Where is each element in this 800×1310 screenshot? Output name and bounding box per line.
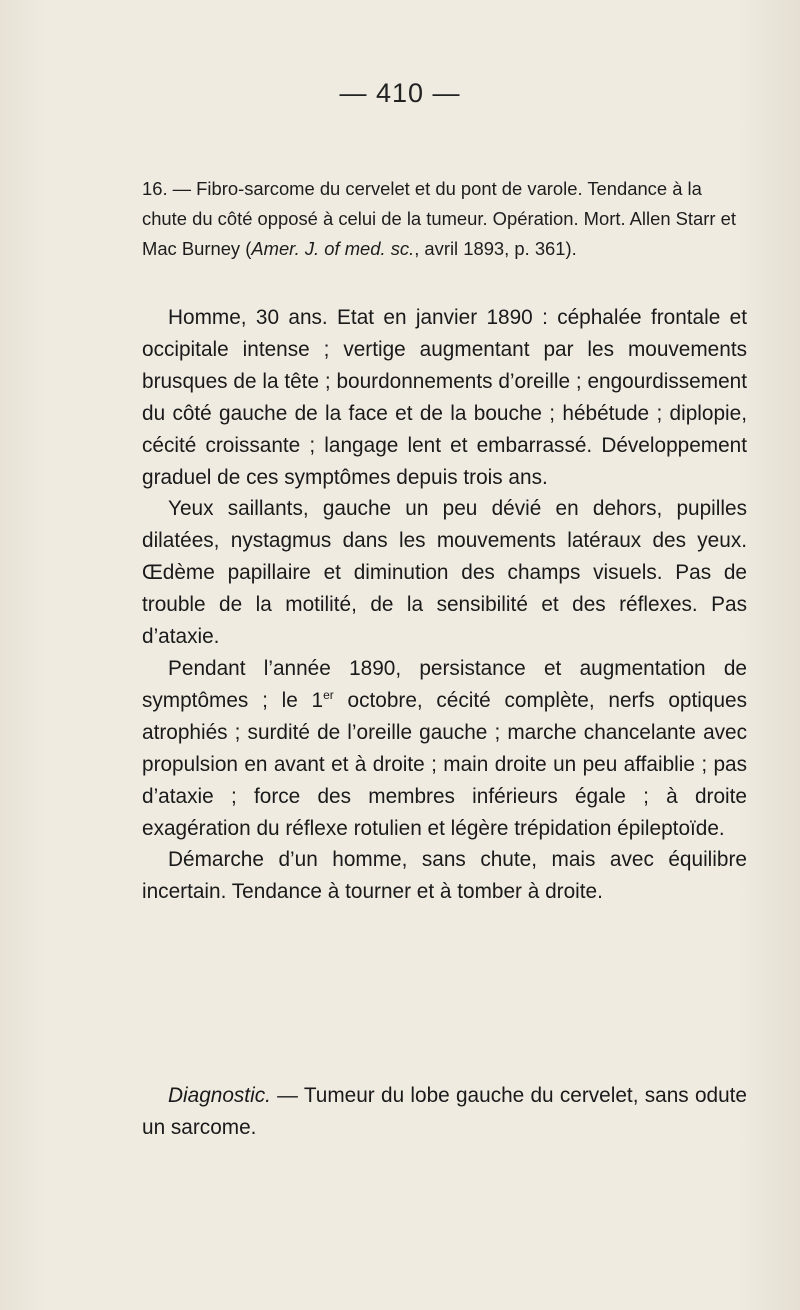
- paragraph-history: Homme, 30 ans. Etat en janvier 1890 : céphalée frontale et occipitale intense ; vertige augmentant par les mouvements brusques de la tête ; bourdonnements d’oreille ; engourdissement du côté gauche de la face et de la bouche ; hébétude ; diplopie, cécité croissante ; langage lent et embarrassé. Développement graduel de ces symptômes depuis trois ans.: [142, 306, 747, 489]
- case-heading-text: 16. — Fibro-sarcome du cervelet et du pont de varole. Tendance à la chute du côté opposé à celui de la tumeur. Opération. Mort. Allen Starr et Mac Burney (: [142, 178, 736, 259]
- diagnosis-text: — Tumeur du lobe gauche du cervelet, sans odute un sarcome.: [142, 1084, 747, 1139]
- diagnosis-paragraph: [142, 1080, 747, 1144]
- case-description: [142, 302, 747, 908]
- case-heading-reference: , avril 1893, p. 361).: [414, 238, 577, 259]
- paragraph-evolution-end: octobre, cécité complète, nerfs optiques atrophiés ; surdité de l’oreille gauche ; marche chancelante avec propulsion en avant et à droite ; main droite un peu affaiblie ; pas d’ataxie ; force des membres inférieurs égale ; à droite exagération du réflexe rotulien et légère trépidation épileptoïde.: [142, 688, 747, 840]
- diagnosis-label: Diagnostic.: [168, 1084, 271, 1107]
- paragraph-examination: Yeux saillants, gauche un peu dévié en dehors, pupilles dilatées, nystagmus dans les mouvements latéraux des yeux. Œdème papillaire et diminution des champs visuels. Pas de trouble de la motilité, de la sensibilité et des réflexes. Pas d’ataxie.: [142, 497, 747, 649]
- journal-citation: Amer. J. of med. sc.: [251, 238, 415, 259]
- ordinal-superscript: er: [323, 687, 334, 702]
- page-number: — 410 —: [339, 78, 461, 108]
- case-heading: [142, 174, 747, 264]
- paragraph-evolution: [142, 653, 747, 844]
- paragraph-gait: Démarche d’un homme, sans chute, mais avec équilibre incertain. Tendance à tourner et à tomber à droite.: [142, 848, 747, 904]
- paragraph-evolution-start: Pendant l’année 1890, persistance et augmentation de symptômes ; le 1: [142, 656, 747, 712]
